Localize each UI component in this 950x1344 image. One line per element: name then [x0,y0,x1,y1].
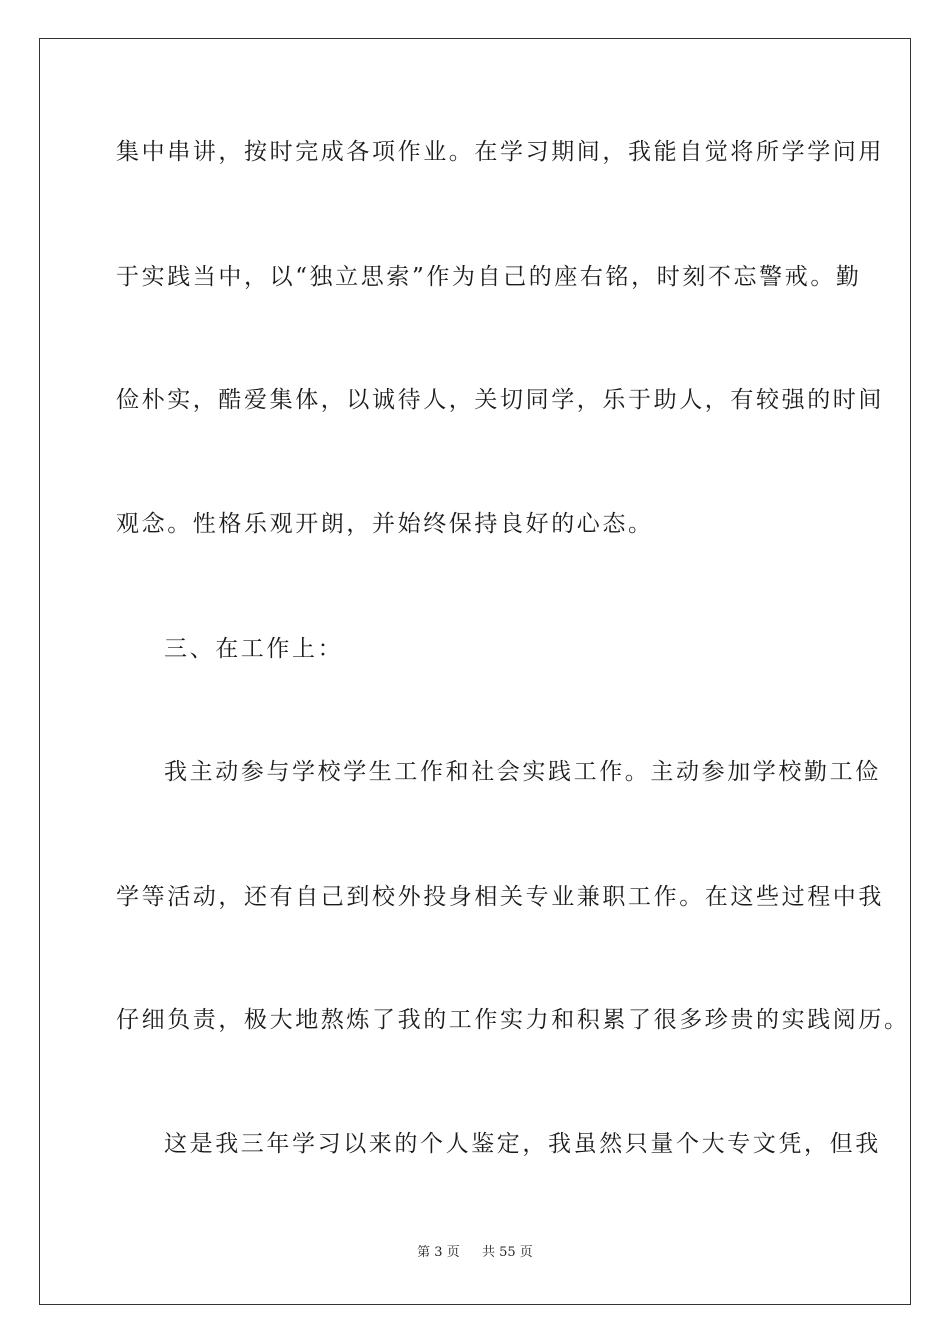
body-text-line: 学等活动，还有自己到校外投身相关专业兼职工作。在这些过程中我 [116,884,884,910]
body-text-line: 仔细负责，极大地熬炼了我的工作实力和积累了很多珍贵的实践阅历。 [116,1007,910,1033]
page-border [39,38,911,1305]
body-text-line: 俭朴实，酷爱集体，以诚待人，关切同学，乐于助人，有较强的时间 [116,387,884,413]
body-text-line: 我主动参与学校学生工作和社会实践工作。主动参加学校勤工俭 [164,759,881,785]
body-text-line: 观念。性格乐观开朗，并始终保持良好的心态。 [116,511,654,537]
page-footer [0,1244,950,1262]
body-text-line: 这是我三年学习以来的个人鉴定，我虽然只量个大专文凭，但我 [164,1131,881,1157]
body-text-line: 于实践当中，以“独立思索”作为自己的座右铭，时刻不忘警戒。勤 [116,264,862,290]
page-number-current: 第 3 页 [417,1245,460,1260]
section-heading: 三、在工作上： [164,636,344,662]
page-number-total: 共 55 页 [482,1245,533,1260]
body-text-line: 集中串讲，按时完成各项作业。在学习期间，我能自觉将所学学问用 [116,139,884,165]
